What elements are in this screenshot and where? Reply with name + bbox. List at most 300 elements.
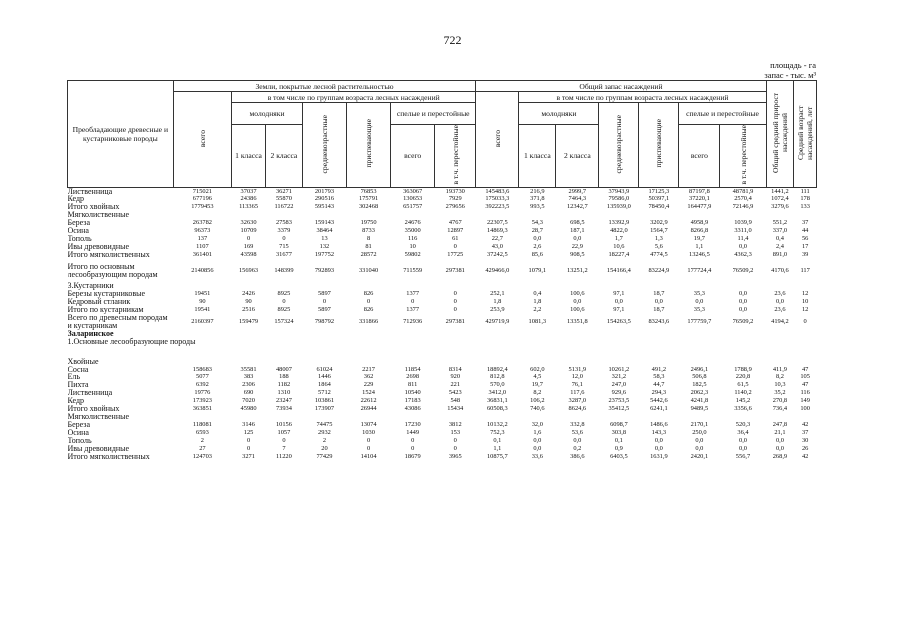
table-cell: 73934 (275, 405, 292, 413)
table-cell (720, 330, 766, 338)
table-cell: 2062,3 (690, 389, 709, 397)
table-cell: 2 (322, 436, 327, 444)
row-label: Итого мягколиственных (67, 250, 150, 259)
table-cell: 28572 (360, 250, 377, 258)
table-cell: 1057 (277, 428, 291, 436)
table-cell: 20 (321, 444, 328, 452)
table-cell (639, 358, 679, 366)
table-cell: 36,4 (737, 428, 749, 436)
row-label: Заларинское (67, 329, 114, 338)
table-cell: 74475 (316, 420, 333, 428)
table-cell: 556,7 (735, 452, 751, 460)
table-cell: 1486,6 (650, 420, 668, 428)
table-cell: 22612 (360, 397, 377, 405)
table-cell: 178 (800, 195, 810, 203)
table-cell: 85,6 (531, 250, 543, 258)
table-cell: 0 (366, 436, 371, 444)
header-stock-class1: 1 класса (519, 125, 556, 188)
table-cell: 132 (319, 242, 330, 250)
table-cell (766, 338, 794, 346)
table-cell (391, 211, 435, 219)
table-cell: 792893 (314, 266, 335, 274)
table-cell: 187,1 (570, 227, 585, 235)
table-cell (519, 413, 556, 421)
table-cell: 0,4 (533, 290, 542, 298)
table-cell: 11854 (404, 365, 421, 373)
table-cell (476, 358, 519, 366)
table-cell: 197752 (314, 250, 335, 258)
table-cell: 2306 (242, 381, 255, 389)
table-cell: 3279,6 (771, 203, 789, 211)
table-cell: 10156 (275, 420, 292, 428)
table-cell (599, 282, 639, 290)
table-cell: 137 (197, 234, 208, 242)
header-increment: Общий средний прирост насаждений (766, 81, 794, 188)
table-cell: 715021 (192, 187, 212, 195)
table-cell (519, 330, 556, 338)
table-cell (173, 413, 231, 421)
table-cell: 22,7 (491, 234, 503, 242)
table-cell: 27583 (275, 219, 292, 227)
table-cell (476, 330, 519, 338)
table-cell: 0 (282, 436, 286, 444)
table-cell: 133 (800, 203, 810, 211)
table-cell: 8733 (362, 227, 375, 235)
table-cell: 736,4 (772, 405, 788, 413)
table-cell: 164477,9 (687, 203, 712, 211)
table-cell: 7929 (448, 195, 462, 203)
row-label: Мягколиственные (67, 412, 130, 421)
table-cell: 294,3 (651, 389, 667, 397)
table-cell: 148399 (274, 266, 294, 274)
table-cell: 0,2 (573, 444, 582, 452)
table-cell: 143,3 (651, 428, 667, 436)
row-label: Береза (67, 219, 91, 228)
table-cell: 36831,1 (486, 397, 508, 405)
table-cell (347, 282, 391, 290)
table-cell: 100 (800, 405, 810, 413)
table-cell: 5,6 (654, 242, 663, 250)
table-cell: 321,2 (611, 373, 627, 381)
header-lands-mid: средневозрастные (302, 103, 346, 188)
table-cell: 0 (411, 436, 415, 444)
table-row (68, 445, 817, 453)
table-cell: 4,5 (533, 373, 542, 381)
table-cell: 270,8 (772, 397, 788, 405)
table-cell: 429466,0 (485, 266, 510, 274)
table-cell (265, 358, 302, 366)
table-cell (639, 282, 679, 290)
table-cell (173, 282, 231, 290)
table-cell (476, 413, 519, 421)
table-cell: 125 (243, 428, 254, 436)
row-label: 3.Кустарники (67, 282, 114, 291)
table-cell: 47 (801, 381, 809, 389)
table-cell (766, 358, 794, 366)
table-cell: 8925 (277, 290, 291, 298)
table-cell (639, 330, 679, 338)
table-cell: 60508,3 (486, 405, 508, 413)
table-cell: 26 (801, 444, 809, 452)
table-row (68, 243, 817, 251)
table-cell: 3146 (242, 420, 255, 428)
table-cell: 690 (243, 389, 254, 397)
table-cell: 61 (452, 234, 459, 242)
table-cell: 0,0 (775, 444, 784, 452)
table-cell (265, 413, 302, 421)
table-cell: 7020 (242, 397, 255, 405)
table-cell: 2698 (406, 373, 420, 381)
table-row (68, 358, 817, 366)
table-cell: 61024 (316, 365, 333, 373)
table-cell: 551,2 (772, 219, 788, 227)
table-cell: 993,5 (530, 203, 545, 211)
table-cell (556, 358, 599, 366)
table-cell: 17183 (404, 397, 421, 405)
table-cell: 1,6 (533, 428, 542, 436)
table-cell: 891,0 (772, 250, 788, 258)
table-cell: 712936 (403, 317, 423, 325)
table-cell: 32630 (240, 219, 257, 227)
header-species: Преобладающие древесные и кустарниковые породы (68, 81, 174, 188)
table-cell: 371,8 (530, 195, 545, 203)
table-cell: 0,1 (614, 436, 623, 444)
table-cell (556, 346, 599, 358)
table-cell: 153 (450, 428, 461, 436)
header-stock-total: всего (476, 92, 519, 188)
table-cell (173, 358, 231, 366)
table-cell: 117 (800, 266, 810, 274)
table-cell: 97,1 (613, 306, 625, 314)
table-cell: 38464 (316, 227, 333, 235)
table-cell: 182,5 (692, 381, 707, 389)
table-cell: 19750 (360, 219, 377, 227)
table-cell: 216,9 (530, 187, 545, 195)
table-cell: 2496,1 (690, 365, 709, 373)
table-cell (794, 413, 817, 421)
header-stock-ripening: приспевающие (639, 103, 679, 188)
table-cell (679, 413, 720, 421)
table-cell: 0 (246, 234, 251, 242)
table-row (68, 314, 817, 330)
table-cell: 17725 (447, 250, 464, 258)
table-cell: 302468 (358, 203, 379, 211)
table-cell: 135939,0 (606, 203, 631, 211)
table-row (68, 421, 817, 429)
table-cell: 363851 (192, 405, 212, 413)
page-number: 722 (443, 33, 462, 47)
table-cell: 76509,2 (732, 266, 754, 274)
table-row (68, 405, 817, 413)
table-cell: 0 (453, 436, 457, 444)
table-cell: 23247 (275, 397, 292, 405)
table-cell: 12897 (447, 227, 464, 235)
table-cell (265, 346, 302, 358)
table-cell: 96373 (194, 227, 211, 235)
table-cell: 43598 (240, 250, 257, 258)
table-cell (794, 358, 817, 366)
table-cell: 297381 (445, 317, 465, 325)
table-row (68, 397, 817, 405)
table-cell: 0,0 (654, 444, 663, 452)
table-cell: 59802 (404, 250, 421, 258)
row-label: Ивы древовидные (67, 444, 130, 453)
table-cell (265, 282, 302, 290)
table-cell: 5423 (448, 389, 462, 397)
row-label: Пихта (67, 381, 89, 390)
table-cell: 1072,4 (771, 195, 789, 203)
table-cell (794, 330, 817, 338)
table-cell: 145,2 (735, 397, 751, 405)
table-cell (766, 282, 794, 290)
table-cell: 812,8 (490, 373, 505, 381)
table-cell: 2 (200, 436, 204, 444)
table-cell (435, 282, 476, 290)
table-cell: 156963 (238, 266, 259, 274)
table-cell: 36271 (275, 187, 292, 195)
table-cell: 175033,3 (485, 195, 510, 203)
table-cell (476, 346, 519, 358)
table-cell: 1039,9 (734, 219, 752, 227)
header-lands-class2: 2 класса (265, 125, 302, 188)
table-cell: 908,5 (570, 250, 585, 258)
row-label: Осина (67, 227, 89, 235)
table-cell (302, 413, 346, 421)
table-cell: 332,8 (570, 420, 585, 428)
table-cell: 253,9 (490, 306, 505, 314)
table-cell: 90 (245, 298, 252, 306)
table-cell: 124703 (192, 452, 212, 460)
table-cell: 177759,7 (687, 317, 712, 325)
table-cell: 118081 (192, 420, 212, 428)
table-cell: 48007 (275, 365, 292, 373)
table-cell: 303,8 (611, 428, 627, 436)
table-cell: 30 (801, 436, 809, 444)
table-cell: 229 (363, 381, 374, 389)
table-cell: 105 (800, 373, 810, 381)
table-cell (302, 358, 346, 366)
table-cell: 0,0 (533, 436, 542, 444)
table-cell: 752,3 (490, 428, 505, 436)
table-cell: 47 (801, 365, 809, 373)
header-stock-young: молодняки (519, 103, 599, 125)
table-cell: 158683 (192, 365, 212, 373)
table-cell: 520,3 (735, 420, 751, 428)
table-cell: 14869,3 (486, 227, 508, 235)
table-cell: 1310 (277, 389, 291, 397)
table-cell: 0 (411, 444, 415, 452)
table-cell: 0,9 (614, 444, 623, 452)
table-cell: 4241,8 (690, 397, 709, 405)
table-cell (766, 330, 794, 338)
table-cell: 6593 (196, 428, 209, 436)
table-cell (435, 358, 476, 366)
row-label: Березы кустарниковые (67, 290, 146, 299)
table-cell: 26944 (360, 405, 377, 413)
units-stock: запас - тыс. м³ (764, 70, 816, 80)
table-cell: 279656 (445, 203, 465, 211)
table-cell: 0,0 (533, 234, 542, 242)
table-cell (347, 413, 391, 421)
table-cell (391, 330, 435, 338)
table-cell: 651757 (403, 203, 423, 211)
table-cell (476, 211, 519, 219)
table-row (68, 290, 817, 298)
table-cell: 13 (321, 234, 328, 242)
table-cell: 12,0 (571, 373, 583, 381)
table-cell: 2170,1 (690, 420, 709, 428)
row-label: Кедр (67, 195, 85, 204)
table-cell: 23753,5 (608, 397, 630, 405)
table-cell: 0,0 (739, 444, 747, 452)
table-cell: 154263,5 (606, 317, 631, 325)
table-cell: 4362,3 (734, 250, 752, 258)
table-cell: 1,3 (654, 234, 663, 242)
table-cell (391, 346, 435, 358)
table-cell: 53,6 (571, 428, 583, 436)
table-cell (720, 413, 766, 421)
table-cell (639, 211, 679, 219)
table-cell: 2,4 (775, 242, 784, 250)
table-cell: 54,3 (531, 219, 543, 227)
table-cell (347, 330, 391, 338)
table-cell: 173907 (314, 405, 335, 413)
table-cell: 10709 (240, 227, 257, 235)
table-cell: 1182 (277, 381, 291, 389)
table-cell (435, 330, 476, 338)
table-cell: 13351,8 (566, 317, 588, 325)
table-cell: 32,0 (531, 420, 543, 428)
table-cell: 798792 (314, 317, 335, 325)
table-row (68, 235, 817, 243)
table-cell: 4170,6 (771, 266, 789, 274)
table-cell: 2160397 (191, 317, 214, 325)
table-body (68, 187, 817, 460)
table-cell (720, 282, 766, 290)
table-row (68, 373, 817, 381)
table-cell (232, 346, 266, 358)
header-lands-total: всего (173, 92, 231, 188)
table-cell: 1,1 (493, 444, 502, 452)
table-cell: 169 (243, 242, 254, 250)
table-cell: 1631,9 (650, 452, 668, 460)
header-stock-ripe-total: всего (679, 125, 720, 188)
table-cell: 37220,1 (689, 195, 710, 203)
table-row (68, 211, 817, 219)
table-cell (302, 346, 346, 358)
table-cell: 159479 (238, 317, 259, 325)
table-cell: 250,0 (692, 428, 707, 436)
table-cell: 0 (453, 306, 457, 314)
table-cell (720, 346, 766, 358)
table-cell: 35000 (404, 227, 421, 235)
table-cell: 0,0 (739, 306, 747, 314)
table-cell: 247,0 (611, 381, 627, 389)
table-cell: 76509,2 (732, 317, 754, 325)
table-cell (519, 338, 556, 346)
table-cell: 44,7 (653, 381, 665, 389)
row-label: Итого по основным лесообразующим породам (67, 261, 158, 279)
table-cell: 2932 (318, 428, 331, 436)
table-cell: 117,6 (570, 389, 585, 397)
table-cell: 3202,9 (650, 219, 668, 227)
table-row (68, 203, 817, 211)
table-cell: 0,0 (695, 298, 704, 306)
table-cell (173, 346, 231, 358)
table-cell: 0 (453, 242, 457, 250)
table-cell: 0,4 (775, 234, 784, 242)
table-cell (232, 330, 266, 338)
table-cell: 1864 (318, 381, 331, 389)
header-lands-ripening: приспевающие (347, 103, 391, 188)
table-row (68, 187, 817, 195)
table-cell: 252,1 (490, 290, 505, 298)
table-cell: 76,1 (571, 381, 583, 389)
table-cell (556, 330, 599, 338)
table-cell (720, 358, 766, 366)
table-cell (599, 211, 639, 219)
table-cell (391, 358, 435, 366)
table-cell: 1446 (318, 373, 331, 381)
table-cell (476, 282, 519, 290)
table-cell: 35,3 (693, 306, 705, 314)
table-cell: 43,0 (491, 242, 503, 250)
table-cell: 5442,6 (650, 397, 668, 405)
header-lands-ripe-total: всего (391, 125, 435, 188)
table-cell: 4774,5 (650, 250, 668, 258)
header-stock-mid: средневозрастные (599, 103, 639, 188)
table-cell (232, 282, 266, 290)
table-row (68, 429, 817, 437)
table-cell: 48781,9 (732, 187, 754, 195)
table-cell: 113365 (239, 203, 259, 211)
row-label: 1.Основные лесообразующие породы (67, 336, 196, 346)
table-cell (391, 338, 435, 346)
table-cell (679, 282, 720, 290)
table-cell: 3311,0 (734, 227, 752, 235)
table-cell: 13251,2 (566, 266, 588, 274)
table-cell: 0,0 (775, 436, 784, 444)
row-label: Осина (67, 428, 89, 437)
table-cell (599, 338, 639, 346)
table-cell: 1449 (406, 428, 420, 436)
table-cell (302, 282, 346, 290)
table-cell: 130653 (403, 195, 423, 203)
table-cell: 247,8 (772, 420, 788, 428)
table-cell: 361401 (192, 250, 212, 258)
table-cell (599, 358, 639, 366)
table-cell: 17125,3 (648, 187, 670, 195)
table-cell: 8 (366, 234, 371, 242)
table-cell (720, 211, 766, 219)
table-cell: 0 (411, 298, 415, 306)
table-cell: 1,7 (614, 234, 623, 242)
table-cell: 8266,8 (690, 227, 709, 235)
table-cell: 31677 (275, 250, 292, 258)
table-cell: 35581 (240, 365, 257, 373)
table-cell: 0,0 (573, 234, 582, 242)
table-cell: 1779453 (191, 203, 214, 211)
table-cell: 2570,4 (734, 195, 752, 203)
table-cell: 3356,6 (734, 405, 752, 413)
table-cell: 83243,6 (648, 317, 670, 325)
table-cell (476, 338, 519, 346)
table-cell (679, 358, 720, 366)
table-cell (679, 346, 720, 358)
table-cell: 45980 (240, 405, 257, 413)
table-cell (556, 211, 599, 219)
table-cell: 740,6 (530, 405, 545, 413)
